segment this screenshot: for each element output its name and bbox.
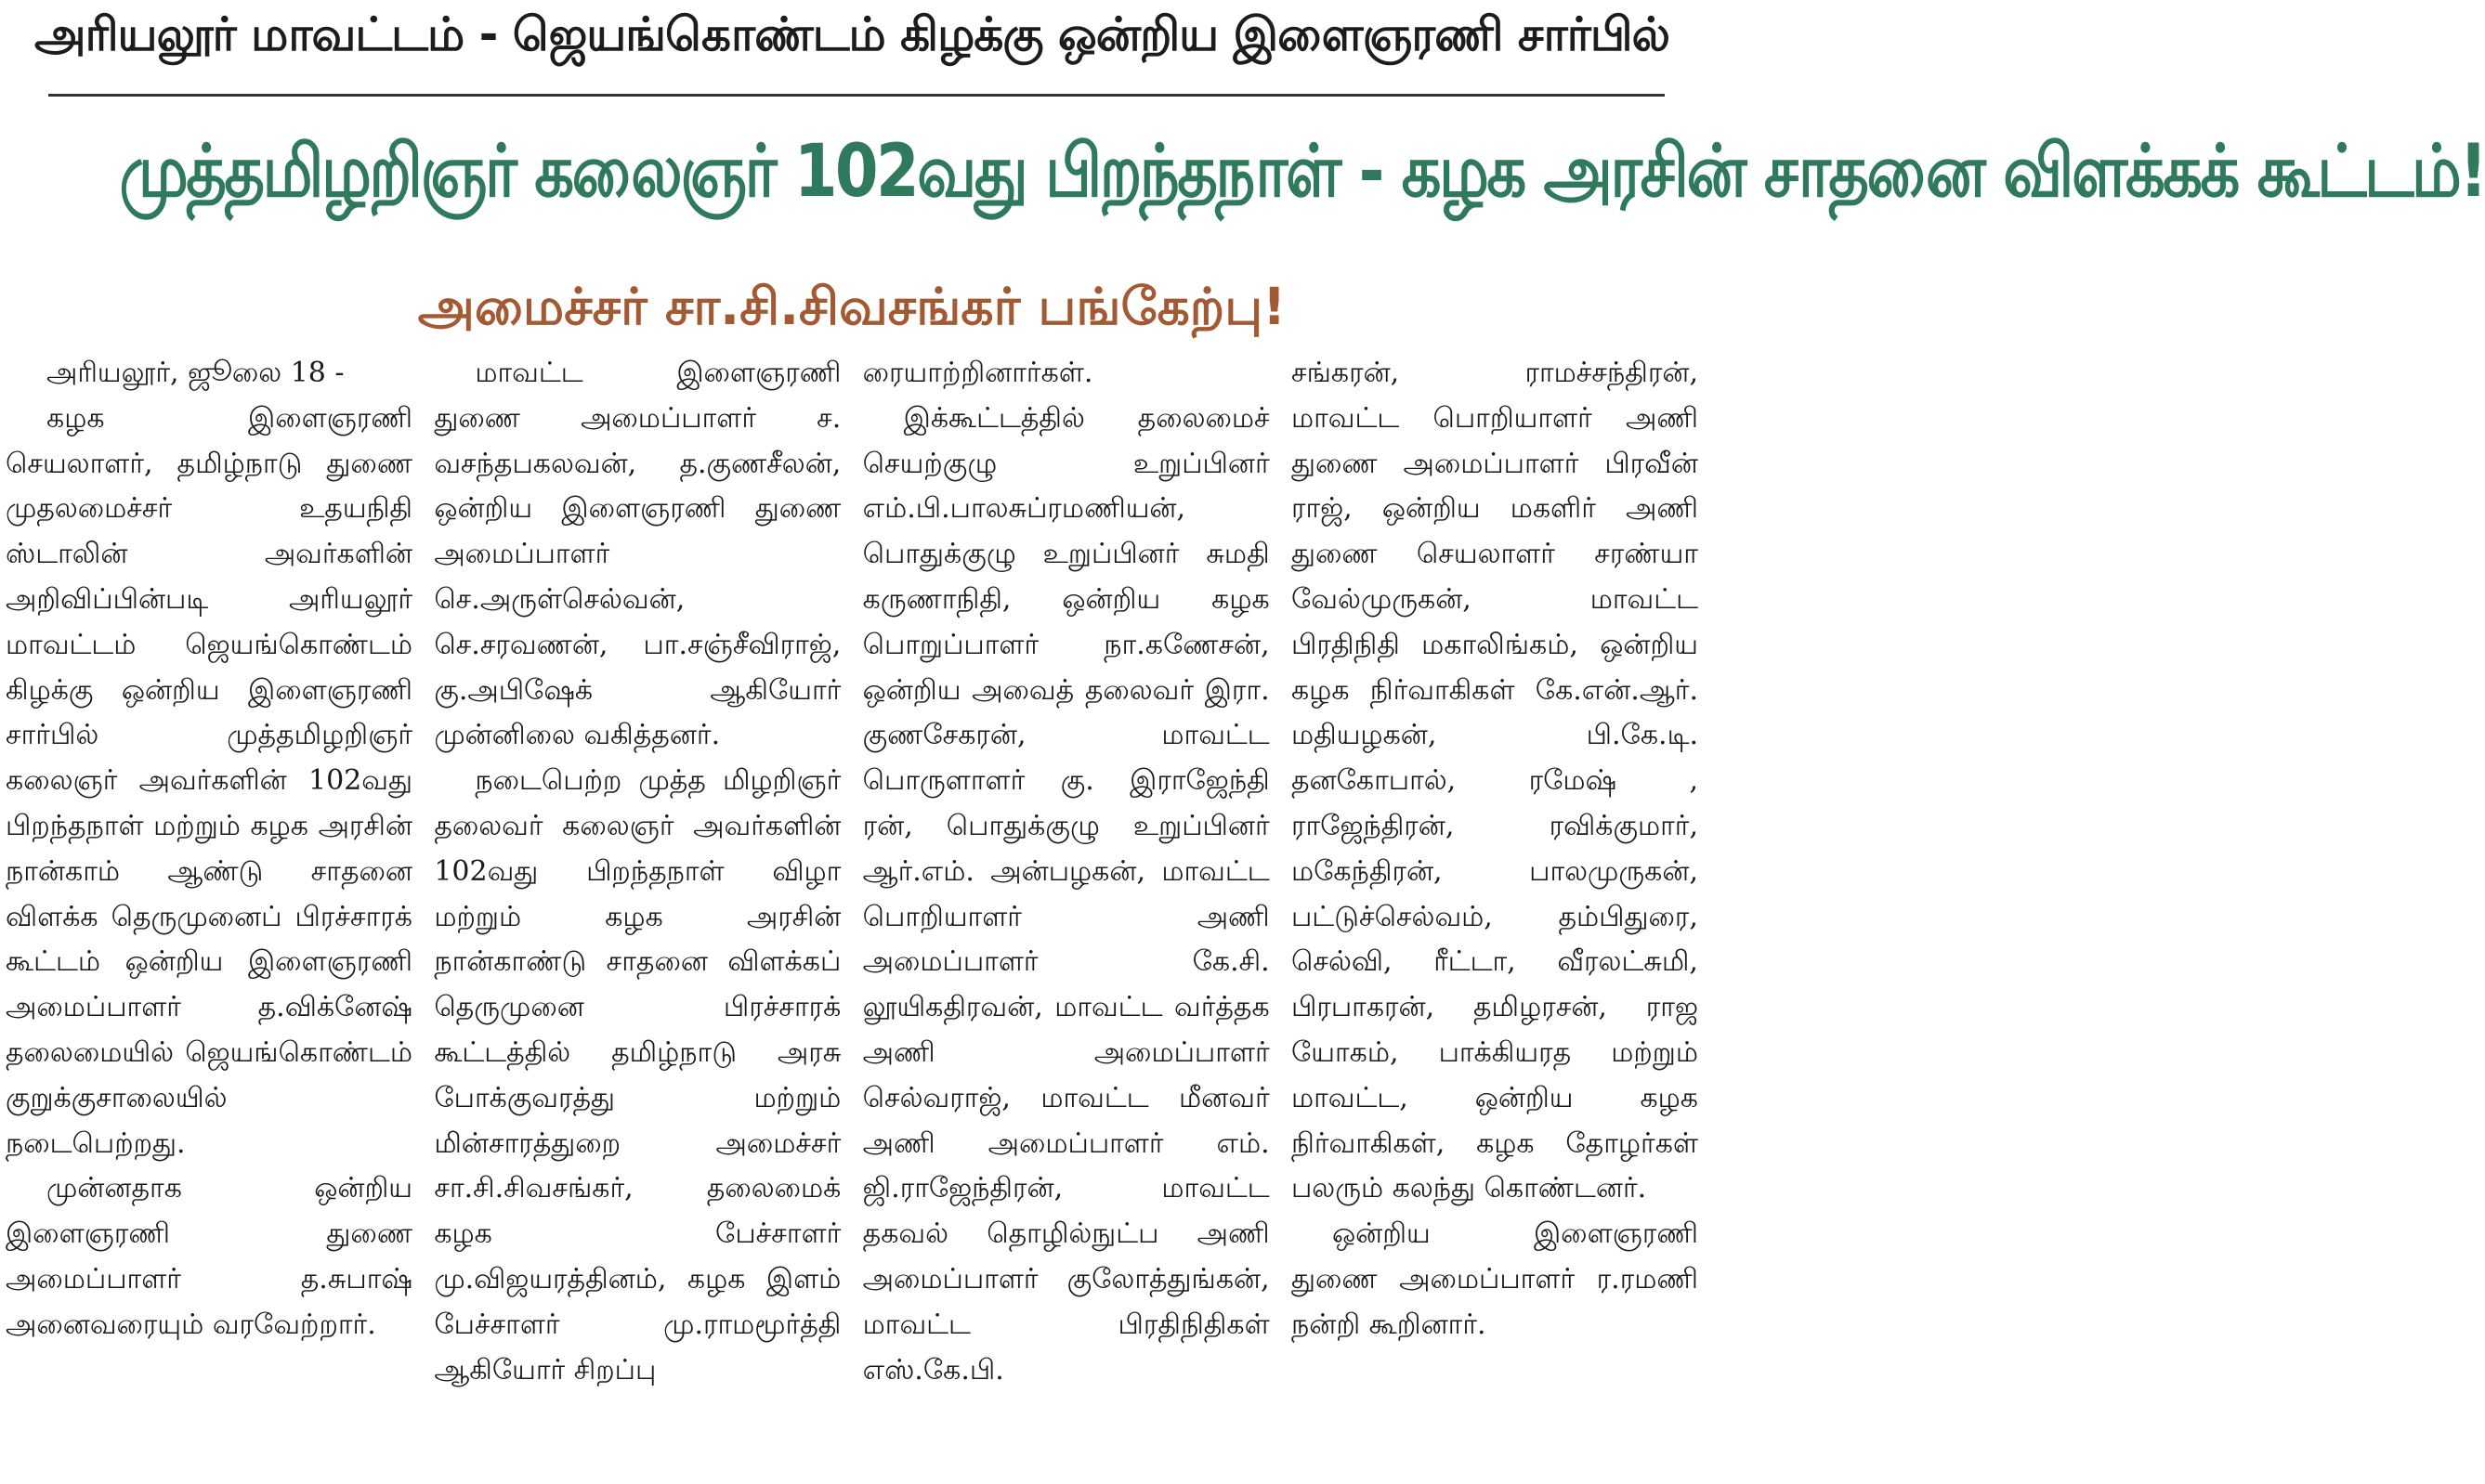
column-3 [863,351,1270,1477]
dateline: அரியலூர், ஜூலை 18 - [46,357,345,389]
column-1 [6,351,412,1477]
paragraph-continuation: ரையாற்றினார்கள். [862,357,1093,389]
article-headline: முத்தமிழறிஞர் கலைஞர் 102வது பிறந்தநாள் - கழக அரசின் சாதனை விளக்கக் கூட்டம்! [119,130,2485,214]
column-2 [434,351,841,1477]
paragraph-continuation: சங்கரன், ராமச்சந்திரன், மாவட்ட பொறியாளர் அணி துணை அமைப்பாளர் பிரவீன் ராஜ், ஒன்றிய மகளிர் அணி துணை செயலாளர் சரண்யா வேல்முருகன், மாவட்ட பிரதிநிதி மகாலிங்கம், ஒன்றிய கழக நிர்வாகிகள் கே.என்.ஆர். மதியழகன், பி.கே.டி. தனகோபால், ரமேஷ் , ராஜேந்திரன், ரவிக்குமார், மகேந்திரன், பாலமுருகன், பட்டுச்செல்வம், தம்பிதுரை, செல்வி, ரீட்டா, வீரலட்சுமி, பிரபாகரன், தமிழரசன், ராஜ யோகம், பாக்கியரத மற்றும் மாவட்ட, ஒன்றிய கழக நிர்வாகிகள், கழக தோழர்கள் பலரும் கலந்து கொண்டனர். [1290,357,1698,1205]
article-kicker: அரியலூர் மாவட்டம் - ஜெயங்கொண்டம் கிழக்கு ஒன்றிய இளைஞரணி சார்பில் [34,7,1669,61]
paragraph: மாவட்ட இளைஞரணி துணை அமைப்பாளர் ச. வசந்தபகலவன், த.குணசீலன், ஒன்றிய இளைஞரணி துணை அமைப்பாளர் செ.அருள்செல்வன், செ.சரவணன், பா.சஞ்சீவிராஜ், கு.அபிஷேக் ஆகியோர் முன்னிலை வகித்தனர். [434,357,842,752]
paragraph: முன்னதாக ஒன்றிய இளைஞரணி துணை அமைப்பாளர் த.சுபாஷ் அனைவரையும் வரவேற்றார். [6,1172,412,1341]
column-4 [1291,351,1698,1477]
article-body [6,351,1698,1477]
paragraph: கழக இளைஞரணி செயலாளர், தமிழ்நாடு துணை முதலமைச்சர் உதயநிதி ஸ்டாலின் அவர்களின் அறிவிப்பின்படி அரியலூர் மாவட்டம் ஜெயங்கொண்டம் கிழக்கு ஒன்றிய இளைஞரணி சார்பில் முத்தமிழறிஞர் கலைஞர் அவர்களின் 102வது பிறந்தநாள் மற்றும் கழக அரசின் நான்காம் ஆண்டு சாதனை விளக்க தெருமுனைப் பிரச்சாரக் கூட்டம் ஒன்றிய இளைஞரணி அமைப்பாளர் த.விக்னேஷ் தலைமையில் ஜெயங்கொண்டம் குறுக்குசாலையில் நடைபெற்றது. [6,401,412,1160]
paragraph: இக்கூட்டத்தில் தலைமைச் செயற்குழு உறுப்பினர் எம்.பி.பாலசுப்ரமணியன், பொதுக்குழு உறுப்பினர் சுமதி கருணாநிதி, ஒன்றிய கழக பொறுப்பாளர் நா.கணேசன், ஒன்றிய அவைத் தலைவர் இரா. குணசேகரன், மாவட்ட பொருளாளர் கு. இராஜேந்தி ரன், பொதுக்குழு உறுப்பினர் ஆர்.எம். அன்பழகன், மாவட்ட பொறியாளர் அணி அமைப்பாளர் கே.சி. லூயிகதிரவன், மாவட்ட வர்த்தக அணி அமைப்பாளர் செல்வராஜ், மாவட்ட மீனவர் அணி அமைப்பாளர் எம். ஜி.ராஜேந்திரன், மாவட்ட தகவல் தொழில்நுட்ப அணி அமைப்பாளர் குலோத்துங்கன், மாவட்ட பிரதிநிதிகள் எஸ்.கே.பி. [862,401,1270,1386]
article-subheadline: அமைச்சர் சா.சி.சிவசங்கர் பங்கேற்பு! [417,277,1287,336]
paragraph: நடைபெற்ற முத்த மிழறிஞர் தலைவர் கலைஞர் அவர்களின் 102வது பிறந்தநாள் விழா மற்றும் கழக அரசின் நான்காண்டு சாதனை விளக்கப் தெருமுனை பிரச்சாரக் கூட்டத்தில் தமிழ்நாடு அரசு போக்குவரத்து மற்றும் மின்சாரத்துறை அமைச்சர் சா.சி.சிவசங்கர், தலைமைக் கழக பேச்சாளர் மு.விஜயரத்தினம், கழக இளம் பேச்சாளர் மு.ராமமூர்த்தி ஆகியோர் சிறப்பு [434,764,842,1386]
kicker-divider [48,94,1665,97]
paragraph: ஒன்றிய இளைஞரணி துணை அமைப்பாளர் ர.ரமணி நன்றி கூறினார். [1290,1217,1698,1341]
